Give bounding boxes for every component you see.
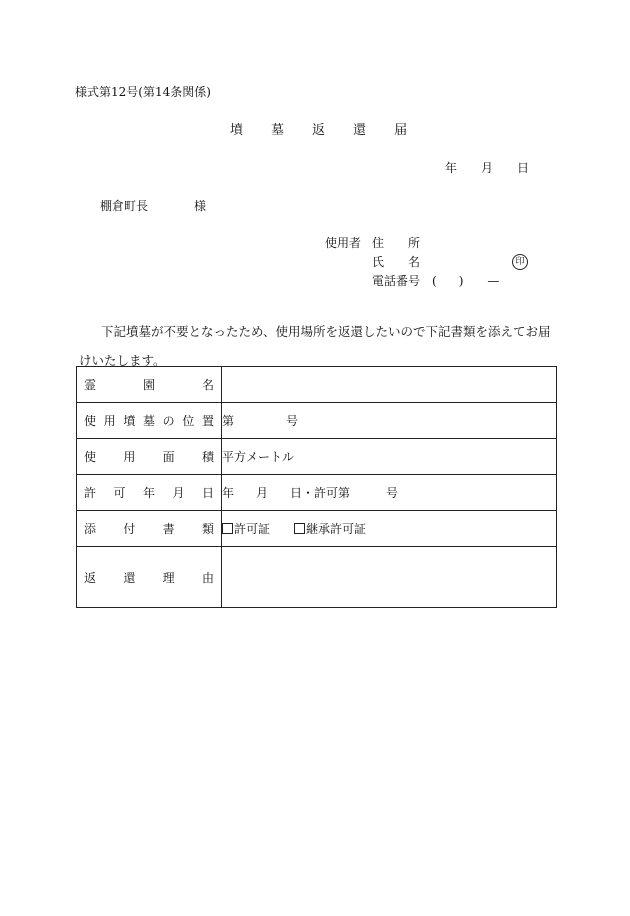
cemetery-name-label: 霊園名 [77, 367, 222, 403]
return-reason-field[interactable] [222, 547, 557, 608]
applicant-address-label: 住 所 [372, 236, 421, 250]
addressee-name: 棚倉町長 [100, 199, 149, 213]
location-go: 号 [286, 414, 299, 428]
table-row [77, 367, 557, 403]
body-text: 下記墳墓が不要となったため、使用場所を返還したいので下記書類を添えてお届けいたします。 [79, 324, 551, 368]
phone-open-paren: ( [432, 274, 437, 288]
location-dai: 第 [222, 414, 235, 428]
table-row [77, 511, 557, 547]
return-reason-label: 返還理由 [77, 547, 222, 608]
succession-permit-checkbox-label: 継承許可証 [306, 522, 367, 536]
table-row [77, 403, 557, 439]
permit-day-number: 日・許可第 [290, 486, 351, 500]
date-month: 月 [481, 161, 494, 175]
title-char: 墳 [230, 123, 244, 138]
grave-location-field[interactable] [222, 403, 557, 439]
details-table [76, 366, 557, 608]
permit-checkbox[interactable] [222, 523, 233, 534]
grave-location-label: 使用墳墓の位置 [77, 403, 222, 439]
addressee [100, 200, 206, 212]
attachments-field [222, 511, 557, 547]
title-char: 墓 [271, 123, 285, 138]
permit-year: 年 [222, 486, 235, 500]
date-day: 日 [517, 161, 530, 175]
addressee-honorific: 様 [194, 199, 207, 213]
form-number: 様式第12号(第14条関係) [75, 85, 211, 99]
cemetery-name-field[interactable] [222, 367, 557, 403]
title-char: 還 [353, 123, 367, 138]
area-label: 使用面積 [77, 439, 222, 475]
table-row [77, 547, 557, 608]
area-unit: 平方メートル [222, 450, 295, 464]
date-year: 年 [445, 161, 458, 175]
title-char: 届 [394, 123, 408, 138]
phone-label: 電話番号 [372, 274, 421, 288]
attachments-label: 添付書類 [77, 511, 222, 547]
title-char: 返 [312, 123, 326, 138]
phone-close-paren: ) [458, 274, 464, 288]
table-row [77, 475, 557, 511]
applicant-name-label: 氏 名 [372, 255, 421, 269]
document-title [230, 124, 407, 137]
phone-dash: — [487, 274, 500, 288]
applicant-phone [372, 275, 499, 287]
date-line [445, 162, 529, 174]
succession-permit-checkbox[interactable] [294, 523, 305, 534]
permit-date-label: 許可年月日 [77, 475, 222, 511]
permit-month: 月 [256, 486, 269, 500]
permit-go: 号 [386, 486, 399, 500]
applicant-role: 使用者 [325, 236, 362, 250]
permit-date-field[interactable] [222, 475, 557, 511]
seal-mark: 印 [512, 254, 528, 270]
permit-checkbox-label: 許可証 [234, 522, 271, 536]
area-field[interactable] [222, 439, 557, 475]
table-row [77, 439, 557, 475]
